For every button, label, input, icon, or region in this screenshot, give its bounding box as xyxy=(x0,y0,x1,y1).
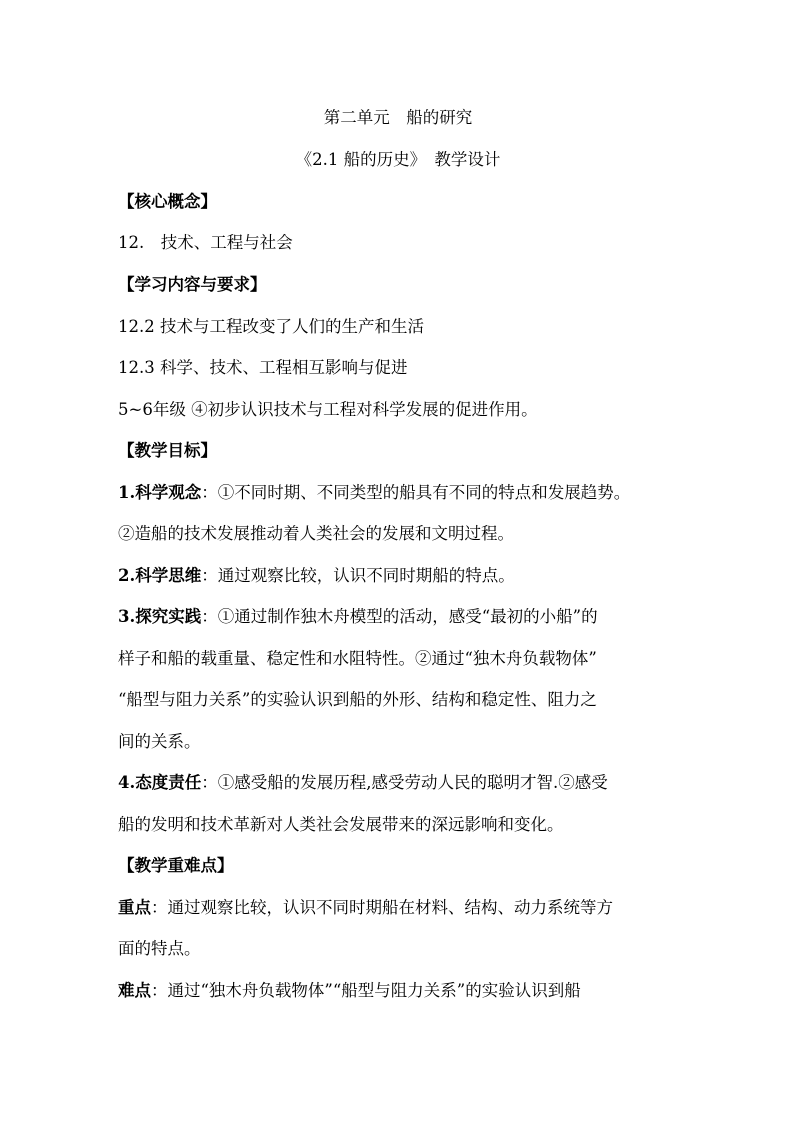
goal-3-label: 3.探究实践 xyxy=(118,607,202,626)
goal-1-line xyxy=(118,481,630,505)
goal-2-text: ：通过观察比较，认识不同时期船的特点。 xyxy=(201,566,515,585)
goal-4-text: ：①感受船的发展历程,感受劳动人民的聪明才智.②感受 xyxy=(201,773,608,792)
goal-3-line-2: 样子和船的载重量、稳定性和水阻特性。②通过“独木舟负载物体” xyxy=(118,649,597,668)
goal-4-label: 4.态度责任 xyxy=(118,773,202,792)
goal-3-line-3: “船型与阻力关系”的实验认识到船的外形、结构和稳定性、阻力之 xyxy=(118,690,597,709)
goal-3-line-4: 间的关系。 xyxy=(118,732,201,751)
learning-item: 5~6年级 ④初步认识技术与工程对科学发展的促进作用。 xyxy=(118,400,538,419)
keypoint-label: 重点 xyxy=(118,898,151,917)
keypoint-line-2: 面的特点。 xyxy=(118,939,201,958)
difficulty-line xyxy=(118,979,581,1003)
goal-3-text: ：①通过制作独木舟模型的活动，感受“最初的小船”的 xyxy=(201,607,598,626)
core-concept-item: 12. 技术、工程与社会 xyxy=(118,233,293,252)
difficulty-label: 难点 xyxy=(118,981,151,1000)
keypoint-text: ：通过观察比较，认识不同时期船在材料、结构、动力系统等方 xyxy=(151,898,613,917)
goal-1-line-2: ②造船的技术发展推动着人类社会的发展和文明过程。 xyxy=(118,524,514,543)
goal-4-line-2: 船的发明和技术革新对人类社会发展带来的深远影响和变化。 xyxy=(118,815,564,834)
goal-4-line xyxy=(118,771,608,795)
heading-keypoints: 【教学重难点】 xyxy=(118,856,234,875)
goal-1-text: ：①不同时期、不同类型的船具有不同的特点和发展趋势。 xyxy=(201,483,631,502)
document-subtitle: 《2.1 船的历史》 教学设计 xyxy=(295,150,501,169)
goal-2-label: 2.科学思维 xyxy=(118,566,202,585)
learning-item: 12.3 科学、技术、工程相互影响与促进 xyxy=(118,358,408,377)
goal-1-label: 1.科学观念 xyxy=(118,483,202,502)
heading-goals: 【教学目标】 xyxy=(118,441,217,460)
document-title: 第二单元 船的研究 xyxy=(323,108,473,127)
heading-core-concept: 【核心概念】 xyxy=(118,192,217,211)
goal-3-line xyxy=(118,605,598,629)
heading-learning: 【学习内容与要求】 xyxy=(118,275,267,294)
difficulty-text: ：通过“独木舟负载物体”“船型与阻力关系”的实验认识到船 xyxy=(151,981,581,1000)
keypoint-line xyxy=(118,896,613,920)
learning-item: 12.2 技术与工程改变了人们的生产和生活 xyxy=(118,317,424,336)
goal-2-line xyxy=(118,564,515,588)
